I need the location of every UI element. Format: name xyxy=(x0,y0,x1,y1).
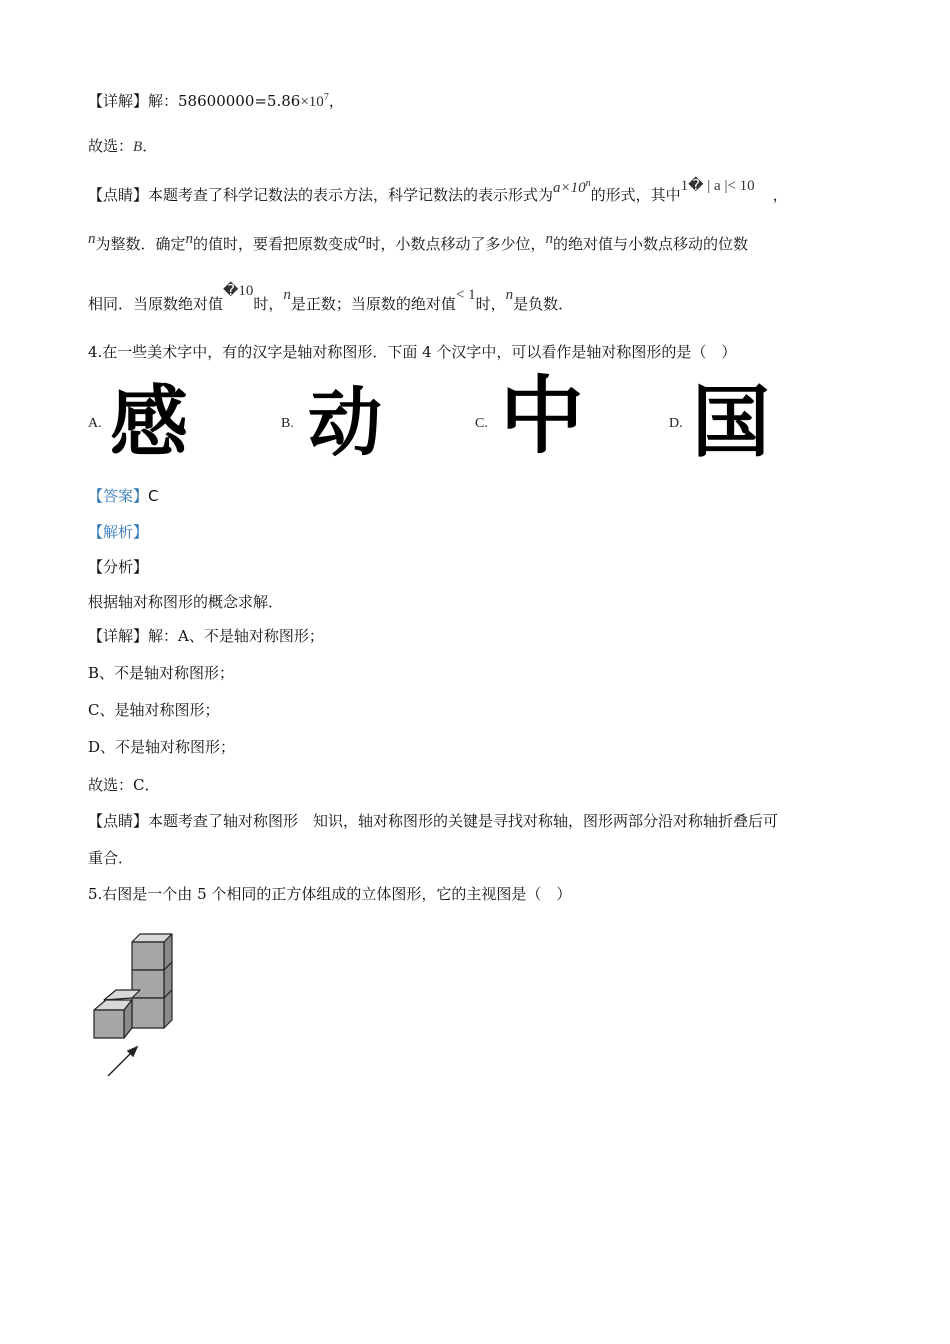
exponent: 7 xyxy=(323,92,329,103)
var-n: n xyxy=(283,287,291,303)
fenxi-text: 根据轴对称图形的概念求解． xyxy=(88,593,284,611)
detail-line: B、不是轴对称图形； xyxy=(88,664,235,682)
option-a-char: 感 xyxy=(110,378,189,468)
detail-line: D、不是轴对称图形； xyxy=(88,738,236,756)
option-b-char: 动 xyxy=(308,380,382,466)
tip-text: 相同．当原数绝对值 xyxy=(88,295,224,313)
tip-text: 的值时，要看把原数变成 xyxy=(193,235,359,253)
option-c-char: 中 xyxy=(500,367,585,465)
option-d-label: D. xyxy=(669,416,683,431)
tip-text: 是负数． xyxy=(513,295,574,313)
times-ten: ×10 xyxy=(300,94,324,110)
period: ． xyxy=(142,137,158,155)
view-direction-arrow-icon xyxy=(108,1047,137,1076)
detail-line-1 xyxy=(88,88,344,112)
detail-line: 故选：C． xyxy=(88,776,160,794)
var-n: n xyxy=(505,287,514,303)
analysis-label: 【解析】 xyxy=(88,523,149,541)
detail-text: 解：58600000=5.86 xyxy=(148,92,301,110)
formula-lt-1: < 1 xyxy=(455,287,476,303)
var-n: n xyxy=(185,231,194,247)
tip-2-line-1: 【点睛】本题考查了轴对称图形 知识，轴对称图形的关键是寻找对称轴，图形两部分沿对称轴折叠后可 xyxy=(88,812,779,830)
tip-text: 本题考查了科学记数法的表示方法，科学记数法的表示形式为 xyxy=(148,186,554,204)
var-a: a xyxy=(358,231,366,247)
tip-text: 时， xyxy=(475,295,506,313)
option-d-char: 国 xyxy=(692,378,771,468)
tip-line-3 xyxy=(88,283,574,315)
var-n: n xyxy=(88,231,96,247)
answer-value: C xyxy=(148,487,159,505)
tip-text-2: 的形式，其中 xyxy=(590,186,681,204)
option-b-label: B. xyxy=(281,416,294,431)
answer-line xyxy=(88,486,159,506)
choice-line-1 xyxy=(88,136,157,157)
choice-text: 故选： xyxy=(88,137,134,155)
choice-answer: B xyxy=(133,139,143,155)
tip-text: 是正数；当原数的绝对值 xyxy=(290,295,456,313)
cube-front-face xyxy=(132,942,164,970)
range-formula: 1� | a |< 10 xyxy=(680,178,755,194)
tip-text: 为整数．确定 xyxy=(95,235,186,253)
formula: a×10 xyxy=(553,180,586,196)
option-a-label: A. xyxy=(88,416,102,431)
tip-line-2 xyxy=(88,231,749,255)
var-n: n xyxy=(545,231,554,247)
tip-label: 【点睛】 xyxy=(88,186,149,204)
detail-line: C、是轴对称图形； xyxy=(88,701,220,719)
option-c-label: C. xyxy=(475,416,488,431)
fenxi-label: 【分析】 xyxy=(88,558,149,576)
comma: ， xyxy=(328,92,344,110)
tip-2-line-2: 重合． xyxy=(88,849,134,867)
answer-label: 【答案】 xyxy=(88,487,149,505)
cube-stack-figure xyxy=(88,928,188,1083)
formula-ge-10: �10 xyxy=(223,283,254,299)
detail-label: 【详解】 xyxy=(88,92,149,110)
question-4: 4.在一些美术字中，有的汉字是轴对称图形．下面 4 个汉字中，可以看作是轴对称图形的是（ ） xyxy=(88,343,737,361)
detail-line: 【详解】解：A、不是轴对称图形； xyxy=(88,627,324,645)
question-5: 5.右图是一个由 5 个相同的正方体组成的立体图形，它的主视图是（ ） xyxy=(88,885,572,903)
comma: ， xyxy=(772,186,788,204)
cube-front-face xyxy=(132,998,164,1028)
tip-text: 时， xyxy=(253,295,284,313)
tip-line-1 xyxy=(88,178,788,206)
formula-exp: n xyxy=(585,178,591,189)
tip-text: 的绝对值与小数点移动的位数 xyxy=(553,235,749,253)
cube-front-face xyxy=(94,1010,124,1038)
tip-text: 时，小数点移动了多少位， xyxy=(365,235,546,253)
